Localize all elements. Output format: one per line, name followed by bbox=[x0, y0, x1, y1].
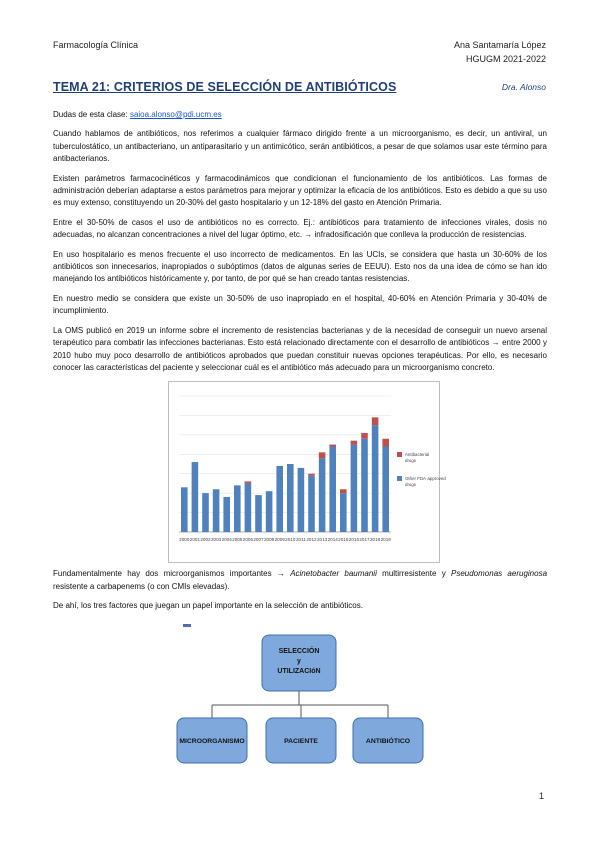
diagram-top-label: y bbox=[297, 657, 301, 665]
legend-swatch bbox=[397, 452, 402, 457]
organism-name: Pseudomonas aeruginosa bbox=[451, 569, 548, 579]
legend-label: drugs bbox=[405, 458, 416, 464]
bar-other-fda bbox=[276, 466, 283, 532]
header-subject: Farmacología Clínica bbox=[53, 40, 139, 50]
doubts-label: Dudas de esta clase: bbox=[53, 110, 130, 119]
x-tick-label: 2015 bbox=[338, 537, 349, 543]
x-tick-label: 2016 bbox=[348, 537, 360, 543]
paragraph-microorganisms bbox=[53, 568, 547, 593]
bar-other-fda bbox=[181, 488, 188, 533]
x-tick-label: 2000 bbox=[179, 537, 190, 543]
bar-other-fda bbox=[308, 476, 315, 532]
page-number: 1 bbox=[539, 791, 545, 801]
bar-antibacterial bbox=[329, 445, 336, 447]
diagram-child-label: PACIENTE bbox=[284, 737, 318, 745]
x-tick-label: 2012 bbox=[306, 537, 317, 543]
bar-other-fda bbox=[329, 447, 336, 532]
text-run: resistente a carbapenems (o con CMIs elevadas). bbox=[53, 581, 230, 591]
decorative-mark bbox=[183, 624, 191, 627]
header-author: Ana Santamaría López bbox=[453, 40, 546, 50]
paragraph-factors: De ahí, los tres factores que juegan un papel importante en la selección de antibióticos. bbox=[53, 601, 363, 611]
x-tick-label: 2018 bbox=[369, 537, 381, 543]
x-tick-label: 2008 bbox=[263, 537, 275, 543]
selection-diagram bbox=[53, 620, 547, 770]
x-tick-label: 2003 bbox=[210, 537, 222, 543]
x-tick-label: 2005 bbox=[232, 537, 243, 543]
bar-other-fda bbox=[351, 445, 358, 532]
bar-antibacterial bbox=[319, 453, 326, 459]
bar-other-fda bbox=[298, 468, 305, 532]
bar-other-fda bbox=[213, 490, 220, 533]
bar-other-fda bbox=[192, 462, 199, 532]
legend-label: drugs bbox=[405, 482, 416, 488]
paragraph: En uso hospitalario es menos frecuente el uso incorrecto de medicamentos. En las UCIs, se considera que hasta un 30-60% de los antibióticos son innecesarios, inapropiados o subóptimos (datos de algunas series de EEUU). Esto nos da una idea de cómo se han ido manejando los antibióticos históricamente y, por tanto, de por qué se han creado tantas resistencias. bbox=[53, 249, 547, 284]
legend-label: Antibacterial bbox=[405, 452, 430, 458]
x-tick-label: 2010 bbox=[285, 537, 296, 543]
bar-antibacterial bbox=[340, 490, 347, 494]
legend-swatch bbox=[397, 476, 402, 481]
bar-other-fda bbox=[382, 447, 389, 532]
bar-antibacterial bbox=[382, 439, 389, 447]
document-body bbox=[53, 109, 547, 770]
bar-antibacterial bbox=[361, 433, 368, 439]
bar-other-fda bbox=[287, 464, 294, 532]
bar-other-fda bbox=[234, 486, 241, 533]
chart-canvas bbox=[169, 382, 446, 562]
diagram-top-label: UTILIZACIóN bbox=[277, 667, 321, 675]
bar-other-fda bbox=[255, 495, 262, 532]
text-run: Fundamentalmente hay dos microorganismos importantes → bbox=[53, 569, 291, 579]
x-tick-label: 2001 bbox=[189, 537, 201, 543]
bar-other-fda bbox=[340, 493, 347, 532]
bar-antibacterial bbox=[372, 418, 379, 426]
organism-name: Acinetobacter baumanii bbox=[290, 569, 377, 579]
x-tick-label: 2017 bbox=[359, 537, 370, 543]
x-tick-label: 2011 bbox=[295, 537, 306, 543]
x-tick-label: 2006 bbox=[242, 537, 254, 543]
x-tick-label: 2013 bbox=[316, 537, 328, 543]
fda-approvals-chart bbox=[168, 381, 446, 563]
diagram-child-label: MICROORGANISMO bbox=[179, 737, 245, 745]
diagram-canvas bbox=[53, 620, 547, 770]
doubts-line bbox=[53, 109, 547, 121]
paragraph: Entre el 30-50% de casos el uso de antibióticos no es correcto. Ej.: antibióticos para tratamiento de infecciones virales, dosis no adecuadas, no alcanzan concentraciones a nivel del lugar óptimo, etc. → infradosificación que conlleva la producción de resistencias. bbox=[53, 217, 547, 240]
x-tick-label: 2004 bbox=[221, 537, 232, 543]
x-tick-label: 2009 bbox=[274, 537, 285, 543]
legend-label: Other FDA-approved bbox=[405, 476, 446, 482]
x-tick-label: 2014 bbox=[327, 537, 338, 543]
paragraph: Existen parámetros farmacocinéticos y farmacodinámicos que condicionan el funcionamiento de los antibióticos. Las formas de administración deberían adaptarse a estos parámetros para mejorar y optimizar la eficacia de los antibióticos. Esto es debido a que su uso es muy extenso, constituyendo un 20-30% del gasto hospitalario y un 12-18% del gasto en Atención Primaria. bbox=[53, 173, 547, 208]
paragraph: Cuando hablamos de antibióticos, nos referimos a cualquier fármaco dirigido frente a un microorganismo, es decir, un antiviral, un tuberculostático, un antibacteriano, un antiparasitario y un antimicótico, serán antibióticos, a pesar de que solamos usar este término para antibacterianos. bbox=[53, 129, 547, 164]
bar-antibacterial bbox=[308, 474, 315, 476]
x-tick-label: 2002 bbox=[200, 537, 211, 543]
bar-other-fda bbox=[361, 439, 368, 532]
paragraph: En nuestro medio se considera que existe un 30-50% de uso inapropiado en el hospital, 40-60% en Atención Primaria y 30-40% de incumplimiento. bbox=[53, 293, 547, 316]
diagram-top-label: SELECCIÓN bbox=[278, 647, 320, 655]
text-run: multirresistente y bbox=[376, 569, 451, 579]
paragraph: La OMS publicó en 2019 un informe sobre el incremento de resistencias bacterianas y de la necesidad de conseguir un nuevo arsenal terapéutico para combatir las infecciones bacterianas. Esto está relacionado directamente con el desarrollo de antibióticos → entre 2000 y 2010 hubo muy poco desarrollo de antibióticos aprobados que puedan constituir nuevas opciones terapéuticas. Por ello, es necesario conocer las características del paciente y seleccionar cuál es el antibiótico más adecuado para un microorganismo concreto. bbox=[53, 325, 547, 372]
x-tick-label: 2019 bbox=[380, 537, 391, 543]
bar-other-fda bbox=[202, 493, 209, 532]
bar-other-fda bbox=[245, 484, 252, 533]
page-title: TEMA 21: CRITERIOS DE SELECCIÓN DE ANTIBIÓTICOS bbox=[53, 80, 397, 94]
x-tick-label: 2007 bbox=[253, 537, 264, 543]
bar-antibacterial bbox=[245, 482, 252, 484]
bar-other-fda bbox=[319, 458, 326, 532]
contact-email-link[interactable]: saioa.alonso@pdi.ucm.es bbox=[129, 110, 222, 119]
header-course: HGUGM 2021-2022 bbox=[465, 54, 546, 64]
bar-other-fda bbox=[266, 492, 273, 533]
bar-other-fda bbox=[372, 425, 379, 532]
diagram-child-label: ANTIBIÓTICO bbox=[365, 737, 411, 745]
teacher-name: Dra. Alonso bbox=[501, 82, 546, 92]
bar-antibacterial bbox=[351, 441, 358, 445]
bar-other-fda bbox=[223, 497, 230, 532]
